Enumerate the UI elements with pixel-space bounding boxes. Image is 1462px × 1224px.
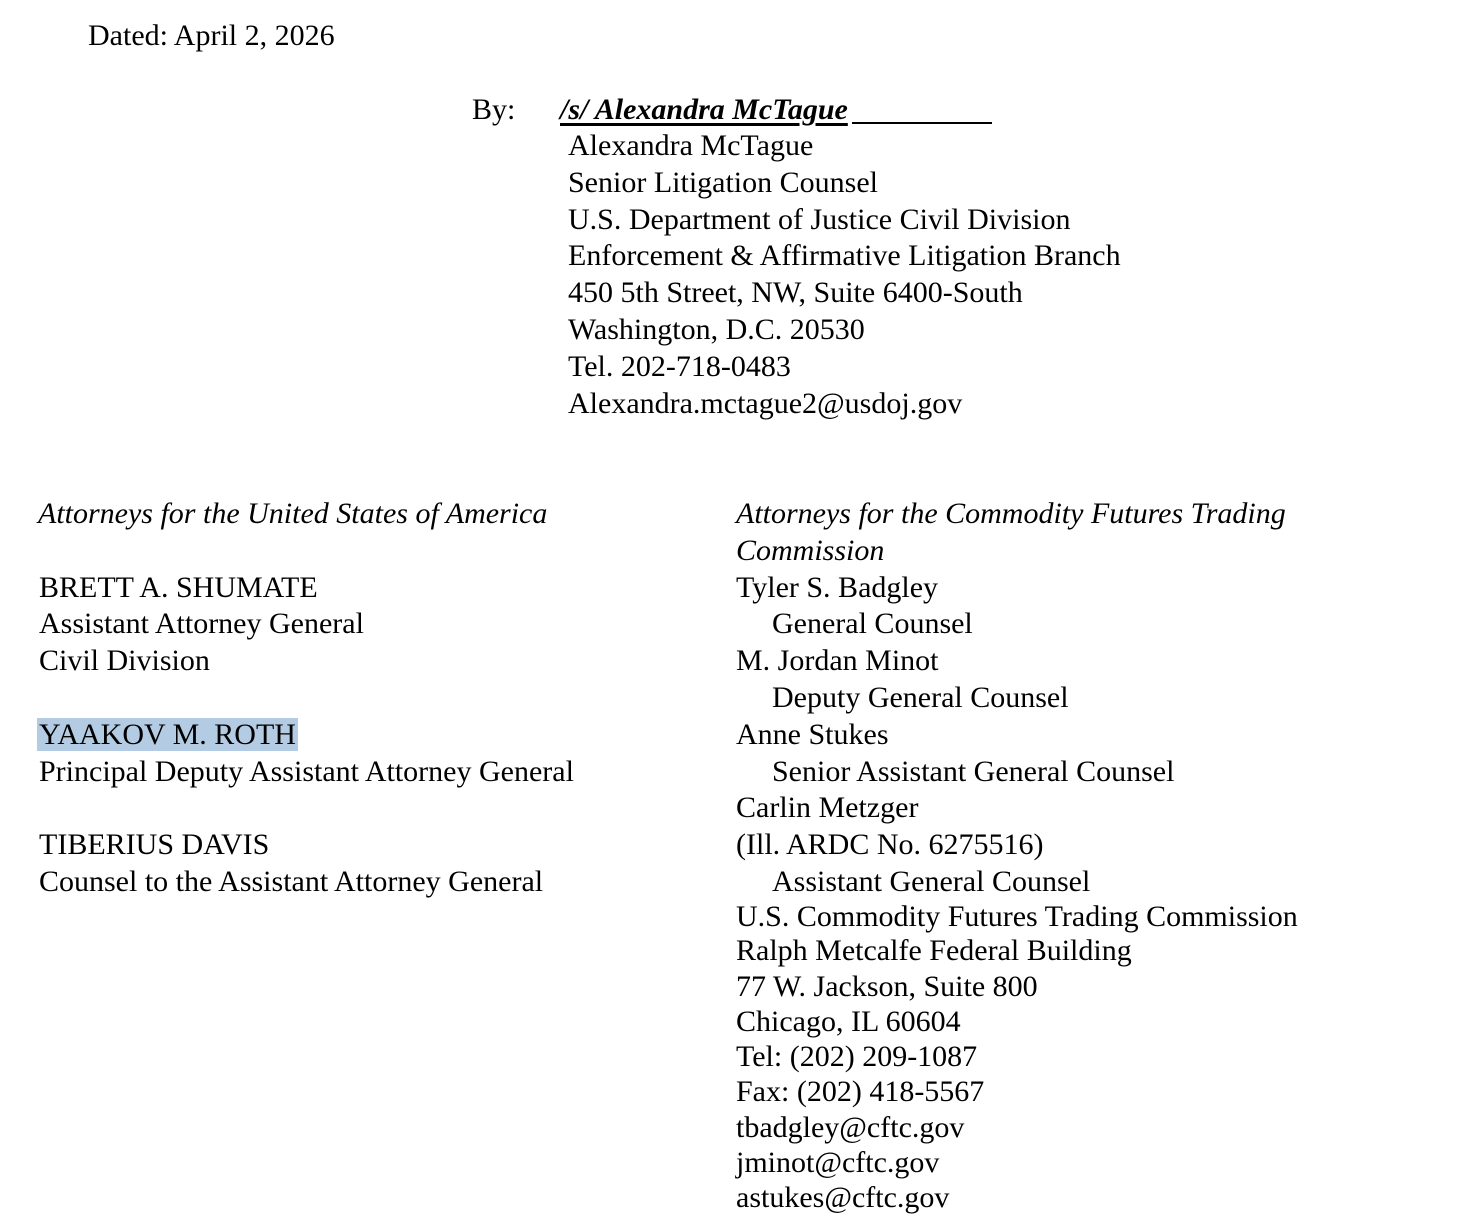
attorney-title-roth: Principal Deputy Assistant Attorney General [39,755,574,788]
cftc-title-badgley: General Counsel [772,607,973,640]
cftc-email-minot[interactable]: jminot@cftc.gov [736,1146,940,1179]
attorney-title-davis: Counsel to the Assistant Attorney General [39,865,544,898]
signer-branch: Enforcement & Affirmative Litigation Branch [568,239,1121,272]
cftc-title-stukes: Senior Assistant General Counsel [772,755,1175,788]
right-column-heading-line1: Attorneys for the Commodity Futures Trading [736,497,1286,530]
attorney-title-shumate: Assistant Attorney General [39,607,364,640]
cftc-name-metzger: Carlin Metzger [736,791,919,824]
cftc-email-badgley[interactable]: tbadgley@cftc.gov [736,1111,965,1144]
signer-agency: U.S. Department of Justice Civil Division [568,203,1071,236]
cftc-agency: U.S. Commodity Futures Trading Commission [736,900,1298,933]
left-column-heading: Attorneys for the United States of America [38,497,548,530]
cftc-building: Ralph Metcalfe Federal Building [736,934,1132,967]
attorney-name-davis: TIBERIUS DAVIS [39,828,270,861]
signer-email[interactable]: Alexandra.mctague2@usdoj.gov [568,387,963,420]
signer-street: 450 5th Street, NW, Suite 6400-South [568,276,1023,309]
cftc-title-metzger: Assistant General Counsel [772,865,1091,898]
right-column-heading-line2: Commission [736,534,885,567]
signer-city: Washington, D.C. 20530 [568,313,865,346]
dated-line: Dated: April 2, 2026 [88,19,335,52]
signer-name: Alexandra McTague [568,129,814,162]
cftc-tel: Tel: (202) 209-1087 [736,1040,978,1073]
attorney-name-roth-selected[interactable]: YAAKOV M. ROTH [39,718,296,751]
cftc-ardc-metzger: (Ill. ARDC No. 6275516) [736,828,1044,861]
signer-title: Senior Litigation Counsel [568,166,878,199]
cftc-street: 77 W. Jackson, Suite 800 [736,970,1038,1003]
by-label: By: [472,93,516,126]
electronic-signature: /s/ Alexandra McTague [560,93,848,126]
signer-phone: Tel. 202-718-0483 [568,350,791,383]
cftc-email-stukes[interactable]: astukes@cftc.gov [736,1181,950,1214]
cftc-name-stukes: Anne Stukes [736,718,889,751]
cftc-name-minot: M. Jordan Minot [736,644,939,677]
cftc-name-badgley: Tyler S. Badgley [736,571,939,604]
cftc-city: Chicago, IL 60604 [736,1005,961,1038]
attorney-name-roth-wrapper [39,717,298,753]
attorney-name-shumate: BRETT A. SHUMATE [39,571,318,604]
signature-underline-rule [852,122,992,124]
cftc-title-minot: Deputy General Counsel [772,681,1069,714]
attorney-division-shumate: Civil Division [39,644,210,677]
cftc-fax: Fax: (202) 418-5567 [736,1075,985,1108]
